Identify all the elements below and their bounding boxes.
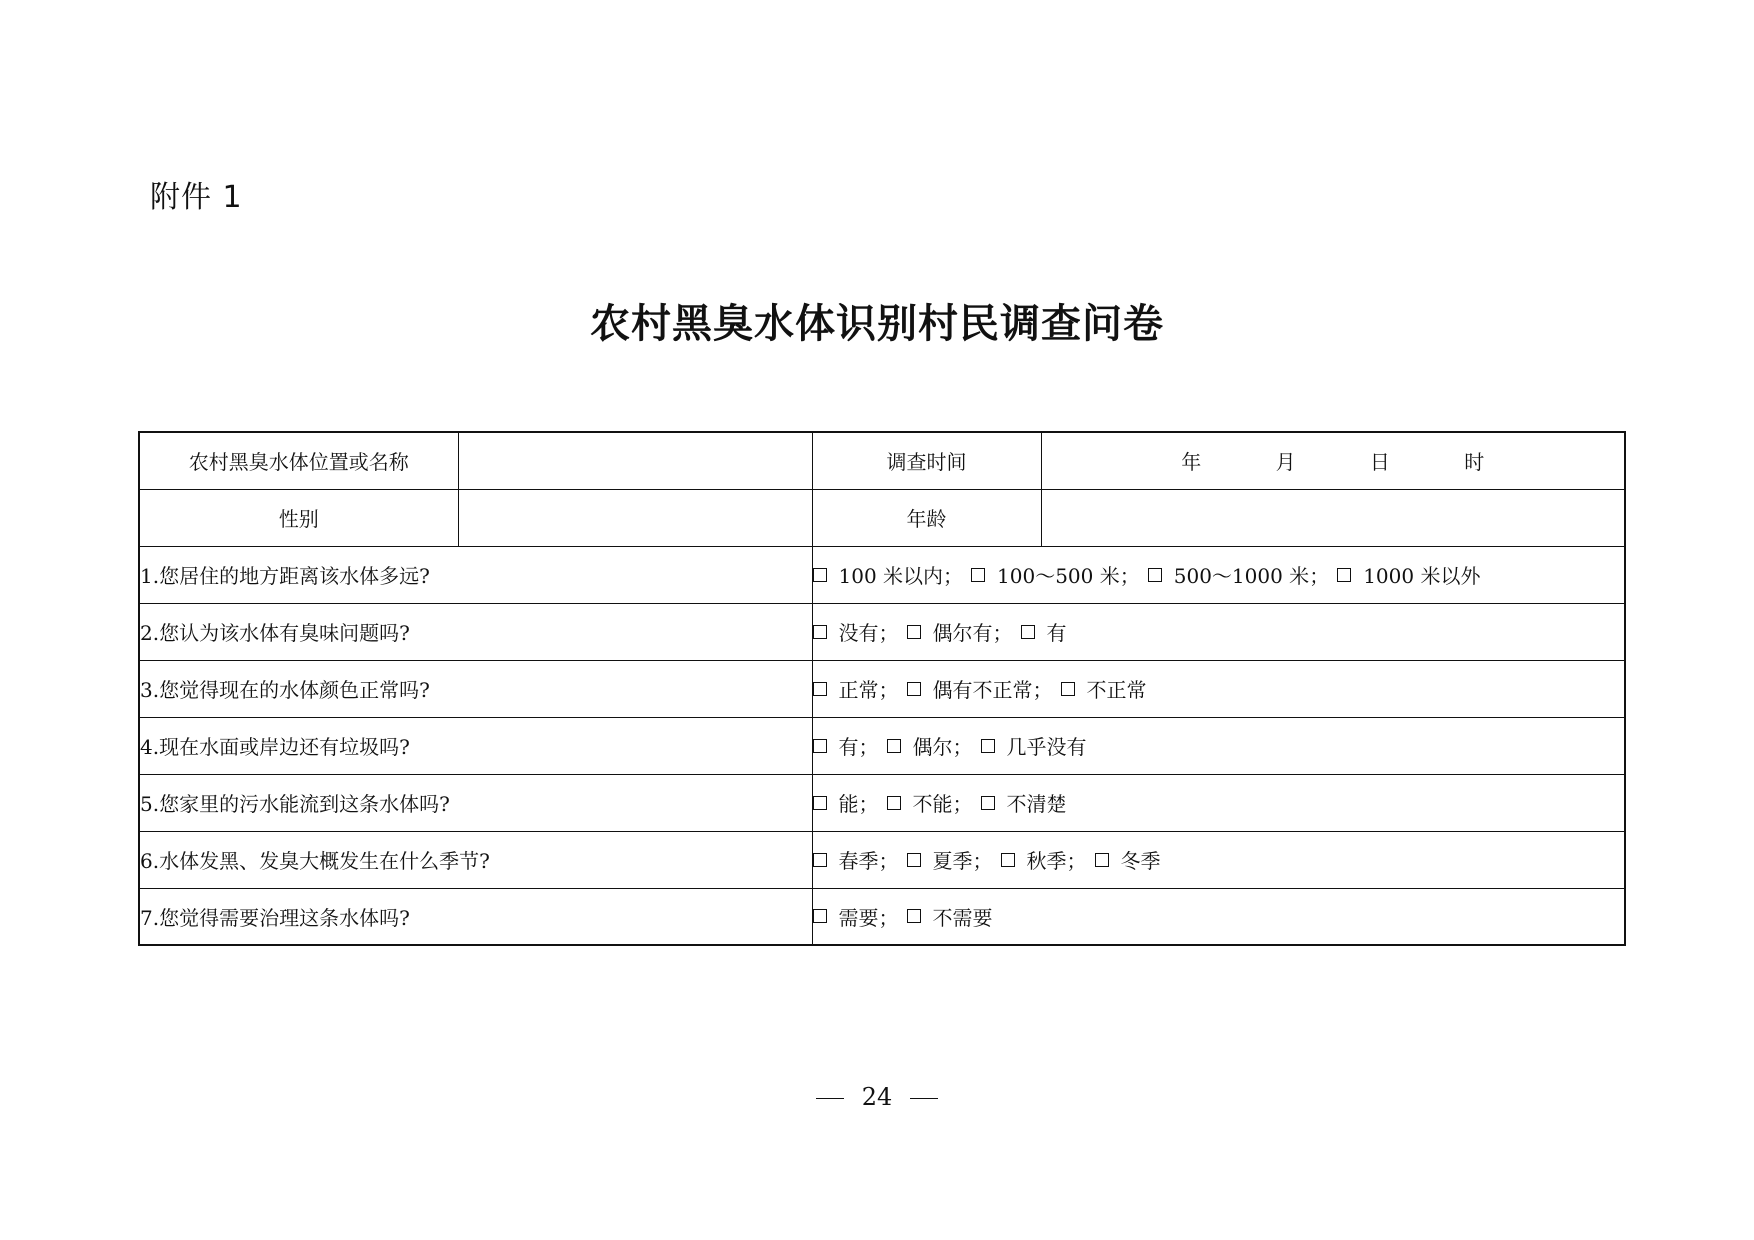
question-row (139, 603, 1625, 660)
checkbox-icon[interactable] (971, 568, 985, 582)
option-label: 秋季 (1026, 849, 1067, 873)
question-row (139, 546, 1625, 603)
option-separator: ； (1119, 564, 1140, 588)
question-text: 2.您认为该水体有臭味问题吗? (139, 603, 812, 660)
option-item[interactable] (887, 788, 981, 817)
option-label: 需要 (838, 905, 879, 930)
year-unit: 年 (1181, 450, 1202, 475)
checkbox-icon[interactable] (981, 796, 995, 810)
option-separator: ； (878, 678, 899, 702)
option-separator: ； (1309, 564, 1330, 588)
option-item[interactable] (981, 731, 1087, 760)
question-row (139, 660, 1625, 717)
option-label: 有 (838, 735, 859, 759)
hour-unit: 时 (1464, 450, 1485, 475)
question-options (812, 831, 1625, 888)
option-label: 有 (1046, 621, 1067, 645)
attachment-label: 附件 1 (150, 180, 243, 215)
question-options (812, 717, 1625, 774)
option-item[interactable] (1061, 674, 1147, 703)
location-input-cell[interactable] (458, 432, 812, 489)
gender-label: 性别 (139, 489, 458, 546)
question-text: 4.现在水面或岸边还有垃圾吗? (139, 717, 812, 774)
option-label: 偶尔 (912, 735, 953, 759)
option-label: 不需要 (932, 905, 993, 930)
question-row (139, 717, 1625, 774)
survey-table (138, 431, 1626, 946)
option-item[interactable] (813, 617, 907, 646)
option-item[interactable] (1148, 560, 1337, 589)
option-separator: ； (878, 849, 899, 873)
checkbox-icon[interactable] (813, 568, 827, 582)
checkbox-icon[interactable] (907, 625, 921, 639)
option-separator: ； (972, 849, 993, 873)
question-row (139, 774, 1625, 831)
gender-input-cell[interactable] (458, 489, 812, 546)
option-separator: ； (858, 735, 879, 759)
checkbox-icon[interactable] (981, 739, 995, 753)
option-label: 春季 (838, 849, 879, 873)
option-separator: ； (878, 905, 899, 930)
option-item[interactable] (1001, 845, 1095, 874)
checkbox-icon[interactable] (813, 909, 827, 923)
question-row (139, 831, 1625, 888)
option-label: 冬季 (1120, 849, 1161, 873)
option-separator: ； (943, 564, 964, 588)
option-item[interactable] (971, 560, 1148, 589)
option-separator: ； (992, 621, 1013, 645)
month-unit: 月 (1275, 450, 1296, 475)
checkbox-icon[interactable] (1148, 568, 1162, 582)
option-label: 没有 (838, 621, 879, 645)
checkbox-icon[interactable] (1095, 853, 1109, 867)
age-label: 年龄 (812, 489, 1041, 546)
checkbox-icon[interactable] (813, 682, 827, 696)
option-item[interactable] (907, 674, 1061, 703)
question-text: 5.您家里的污水能流到这条水体吗? (139, 774, 812, 831)
option-item[interactable] (887, 731, 981, 760)
page-title: 农村黑臭水体识别村民调查问卷 (590, 300, 1164, 347)
question-options (812, 603, 1625, 660)
question-text: 3.您觉得现在的水体颜色正常吗? (139, 660, 812, 717)
question-options (812, 888, 1625, 945)
option-item[interactable] (1095, 845, 1161, 874)
option-separator: ； (878, 621, 899, 645)
option-label: 偶尔有 (932, 621, 993, 645)
checkbox-icon[interactable] (887, 796, 901, 810)
option-item[interactable] (981, 788, 1067, 817)
option-label: 不能 (912, 792, 953, 816)
option-item[interactable] (813, 845, 907, 874)
option-separator: ； (1032, 678, 1053, 702)
option-label: 100～500 米 (997, 564, 1120, 588)
day-unit: 日 (1369, 450, 1390, 475)
option-item[interactable] (907, 617, 1021, 646)
question-text: 1.您居住的地方距离该水体多远? (139, 546, 812, 603)
option-label: 夏季 (932, 849, 973, 873)
checkbox-icon[interactable] (907, 853, 921, 867)
header-row-gender (139, 489, 1625, 546)
question-options (812, 774, 1625, 831)
checkbox-icon[interactable] (813, 853, 827, 867)
option-item[interactable] (813, 902, 907, 931)
option-separator: ； (952, 792, 973, 816)
option-item[interactable] (907, 902, 993, 931)
checkbox-icon[interactable] (813, 739, 827, 753)
question-text: 6.水体发黑、发臭大概发生在什么季节? (139, 831, 812, 888)
option-item[interactable] (1337, 560, 1480, 589)
option-label: 正常 (838, 678, 879, 702)
age-input-cell[interactable] (1041, 489, 1625, 546)
question-text: 7.您觉得需要治理这条水体吗? (139, 888, 812, 945)
option-label: 偶有不正常 (932, 678, 1033, 702)
option-label: 500～1000 米 (1173, 564, 1310, 588)
checkbox-icon[interactable] (907, 909, 921, 923)
checkbox-icon[interactable] (813, 625, 827, 639)
option-item[interactable] (1021, 617, 1067, 646)
question-row (139, 888, 1625, 945)
option-separator: ； (952, 735, 973, 759)
option-label: 100 米以内 (838, 564, 944, 588)
option-label: 能 (838, 792, 859, 816)
page-number-text: 24 (861, 1083, 893, 1111)
option-label: 不正常 (1086, 678, 1147, 702)
option-label: 1000 米以外 (1363, 564, 1481, 588)
header-row-location (139, 432, 1625, 489)
checkbox-icon[interactable] (1021, 625, 1035, 639)
option-label: 不清楚 (1006, 792, 1067, 816)
checkbox-icon[interactable] (907, 682, 921, 696)
page-dash-left (816, 1098, 844, 1099)
option-label: 几乎没有 (1006, 735, 1087, 759)
option-item[interactable] (813, 788, 887, 817)
location-label: 农村黑臭水体位置或名称 (139, 432, 458, 489)
option-separator: ； (1066, 849, 1087, 873)
question-options (812, 546, 1625, 603)
checkbox-icon[interactable] (1001, 853, 1015, 867)
question-options (812, 660, 1625, 717)
question-rows (139, 546, 1625, 945)
checkbox-icon[interactable] (813, 796, 827, 810)
option-item[interactable] (813, 674, 907, 703)
page-dash-right (910, 1098, 938, 1099)
option-item[interactable] (813, 731, 887, 760)
checkbox-icon[interactable] (887, 739, 901, 753)
page-number (0, 1082, 1754, 1112)
survey-time-label: 调查时间 (812, 432, 1041, 489)
option-item[interactable] (907, 845, 1001, 874)
survey-time-input-cell[interactable] (1041, 432, 1625, 489)
checkbox-icon[interactable] (1337, 568, 1351, 582)
option-item[interactable] (813, 560, 972, 589)
checkbox-icon[interactable] (1061, 682, 1075, 696)
option-separator: ； (858, 792, 879, 816)
